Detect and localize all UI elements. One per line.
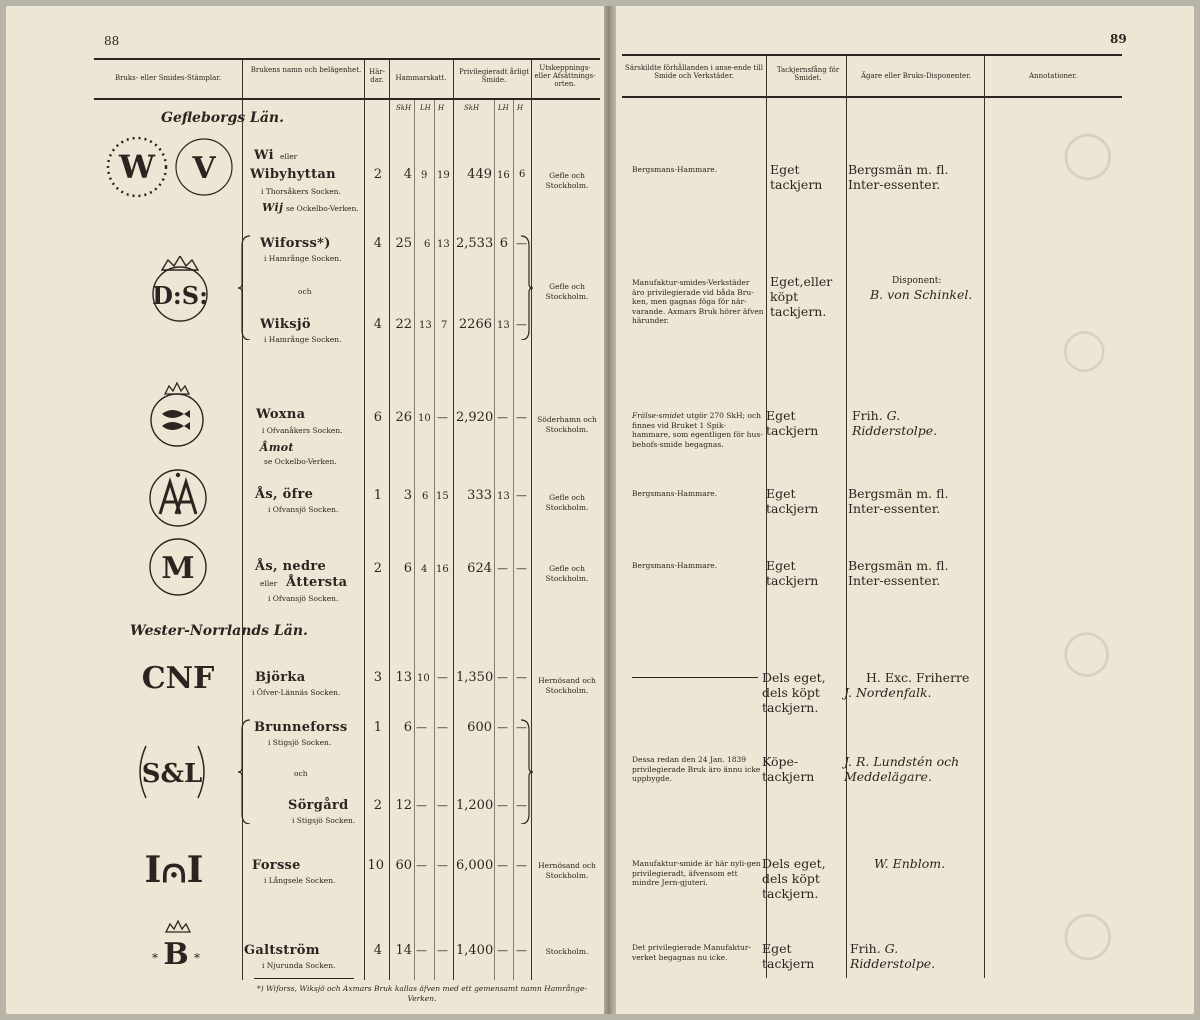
bruk-name-brunneforss: Brunneforss xyxy=(254,720,348,735)
och-connector-1: och xyxy=(298,287,312,296)
hammer-mk-galtstrom: — xyxy=(437,944,448,957)
supply-brunneforss-group: Köpe-tackjern xyxy=(762,754,815,784)
stamp-ds xyxy=(144,256,216,322)
owner-wibyhyttan: Bergsmän m. fl. Inter-essenter. xyxy=(848,162,949,192)
bruk-name-wiksjo: Wiksjö xyxy=(260,317,311,332)
town-woxna: Söderhamn och Stockholm. xyxy=(537,415,597,434)
header-hammer-tax: Hammarskatt. xyxy=(395,74,447,82)
stamp-as-nedre-letter: M xyxy=(161,551,195,586)
owner-wiforss-group: B. von Schinkel. xyxy=(870,287,973,302)
priv-lp-wiforss: 6 xyxy=(499,236,508,251)
supply-galtstrom: Eget tackjern xyxy=(762,941,815,971)
bruk-name-forsse: Forsse xyxy=(252,858,301,873)
town-galtstrom: Stockholm. xyxy=(545,947,589,956)
bruk-name-attersta: Åttersta xyxy=(286,575,348,590)
hammer-mk-wiksjo: 7 xyxy=(441,320,448,331)
hammer-mk-brunneforss: — xyxy=(437,721,448,734)
parish-forsse: i Långsele Socken. xyxy=(264,876,336,885)
col-line xyxy=(453,60,454,980)
owner-galtstrom-name: G. Ridderstolpe. xyxy=(850,941,936,971)
bruk-name-woxna: Woxna xyxy=(256,407,306,422)
priv-lp-bjorka: — xyxy=(497,671,508,684)
col-line xyxy=(766,56,767,978)
hammer-mk-forsse: — xyxy=(437,859,448,872)
hammer-lp-woxna: 10 xyxy=(418,413,431,424)
priv-mk-forsse: — xyxy=(516,859,527,872)
bruk-name-galtstrom: Galtström xyxy=(244,943,320,958)
owner-as-ofre: Bergsmän m. fl. Inter-essenter. xyxy=(848,486,949,516)
header-stamps: Bruks- eller Smides-Stämplar. xyxy=(114,74,222,82)
right-page: ◯ ◯ ◯ ◯ 89 Särskildte förhållanden i anse-ende till Smide och Verkstäder. Tackjernsfång för Smidet. Ägare eller Bruks-Disponenter. Annotationer. Bergsmans-Hammare. Eget tackjern Bergsmän m. fl. Inter-essenter. Manufaktur-smides-Verkstäder äro privilegierade vid båda Bru-ken, men gagnas föga för när-varande. Axmars Bruk hörer äfven härunder. Eget,eller köpt tackjern. Disponent: B. von Schinkel. Frälse-smidet utgör 270 SkH; och finnes vid Bruket 1 Spik-hammare, som egentligen för hus-behofs-smide begagnas. Eget tackjern Frih. G. Ridderstolpe. Bergsmans-Hammare. Eget tackjern Bergsmän m. fl. Inter-essenter. Bergsmans-Hammare. Eget tackjern Bergsmän m. fl. Inter-essenter. Dels eget, dels köpt tackjern. H. Exc. Friherre J. Nordenfalk. Dessa redan den 24 Jan. 1839 privilegierade Bruk äro ännu icke uppbygde. Köpe-tackjern J. R. Lundstén och Meddelägare. Manufaktur-smide är här nyli-gen privilegieradt, äfvensom ett mindre Jern-gjuteri. Dels eget, dels köpt tackjern. W. Enblom. Det privilegierade Manufaktur-verket begagnas nu icke. Eget tackjern Frih. G. Ridderstolpe. xyxy=(616,6,1194,1014)
hammer-skp-woxna: 26 xyxy=(395,410,412,425)
priv-skp-bjorka: 1,350 xyxy=(456,670,494,685)
hammer-mk-sorgard: — xyxy=(437,799,448,812)
hammer-lp-wiforss: 6 xyxy=(424,239,431,250)
bracket-brunneforss-left xyxy=(238,718,252,824)
header-owners: Ägare eller Bruks-Disponenter. xyxy=(860,72,971,80)
parish-wiforss: i Hamrånge Socken. xyxy=(264,254,342,263)
stamp-as-ofre xyxy=(146,466,210,528)
hearths-forsse: 10 xyxy=(367,858,384,873)
stamp-wi-wibyhyttan xyxy=(106,136,240,200)
bracket-wiforss-left xyxy=(238,234,252,340)
svg-text:*: * xyxy=(194,951,200,965)
ref-text-wij: se Ockelbo-Verken. xyxy=(286,204,359,213)
ref-name-amot: Åmot xyxy=(260,441,294,454)
priv-mk-galtstrom: — xyxy=(516,944,527,957)
priv-skp-as-nedre: 624 xyxy=(467,561,492,576)
hammer-mk-bjorka: — xyxy=(437,671,448,684)
hammer-skp-as-ofre: 3 xyxy=(403,488,412,503)
priv-skp-brunneforss: 600 xyxy=(467,720,492,735)
hearths-as-ofre: 1 xyxy=(373,488,382,503)
parish-as-nedre: i Ofvansjö Socken. xyxy=(268,594,339,603)
conditions-wibyhyttan: Bergsmans-Hammare. xyxy=(632,165,718,174)
bruk-name-bjorka: Björka xyxy=(255,670,306,685)
footnote: *) Wiforss, Wiksjö och Axmars Bruk kallas äfven med ett gemensamt namn Hamrånge-Verken. xyxy=(257,984,587,1003)
col-line xyxy=(846,56,847,978)
supply-forsse: Dels eget, dels köpt tackjern. xyxy=(762,856,826,901)
col-line xyxy=(434,100,435,980)
supply-bjorka: Dels eget, dels köpt tackjern. xyxy=(762,670,826,715)
hammer-lp-sorgard: — xyxy=(416,799,427,812)
hearths-wiksjo: 4 xyxy=(373,317,382,332)
unit-mk: H xyxy=(438,104,445,112)
conditions-bjorka-rule xyxy=(632,677,758,678)
priv-lp-sorgard: — xyxy=(497,799,508,812)
hammer-lp-wiksjo: 13 xyxy=(419,320,432,331)
priv-mk-wiksjo: — xyxy=(516,318,527,331)
stamp-woxna xyxy=(142,380,212,450)
hammer-mk-woxna: — xyxy=(437,411,448,424)
hammer-lp-wibyhyttan: 9 xyxy=(421,170,428,181)
parish-galtstrom: i Njurunda Socken. xyxy=(262,961,336,970)
parish-sorgard: i Stigsjö Socken. xyxy=(292,816,356,825)
parish-woxna: i Ofvanåkers Socken. xyxy=(262,426,343,435)
parish-brunneforss: i Stigsjö Socken. xyxy=(268,738,332,747)
hearths-brunneforss: 1 xyxy=(373,720,382,735)
header-top-rule xyxy=(94,58,600,60)
supply-wibyhyttan: Eget tackjern xyxy=(770,162,823,192)
priv-skp-wiksjo: 2266 xyxy=(458,317,492,332)
svg-text:*: * xyxy=(152,951,158,965)
page-number-left: 88 xyxy=(104,34,120,48)
och-connector-2: och xyxy=(294,769,308,778)
owner-galtstrom xyxy=(850,941,986,971)
town-as-ofre: Gefle och Stockholm. xyxy=(545,493,589,512)
county-gefleborg: Gefleborgs Län. xyxy=(161,110,284,126)
unit-skp-2: SkH xyxy=(464,104,480,112)
town-bjorka: Hernösand och Stockholm. xyxy=(538,676,596,695)
priv-skp-forsse: 6,000 xyxy=(456,858,494,873)
conditions-as-ofre: Bergsmans-Hammare. xyxy=(632,489,718,498)
supply-as-ofre: Eget tackjern xyxy=(766,486,819,516)
hammer-lp-brunneforss: — xyxy=(416,721,427,734)
parish-wibyhyttan: i Thorsåkers Socken. xyxy=(261,187,341,196)
priv-lp-as-nedre: — xyxy=(497,562,508,575)
town-forsse: Hernösand och Stockholm. xyxy=(538,861,596,880)
stamp-wi-letter: W xyxy=(119,148,155,186)
priv-skp-wibyhyttan: 449 xyxy=(467,167,492,182)
header-conditions: Särskildte förhållanden i anse-ende till Smide och Verkstäder. xyxy=(625,64,763,80)
priv-lp-galtstrom: — xyxy=(497,944,508,957)
county-westernorrland: Wester-Norrlands Län. xyxy=(130,623,308,639)
hammer-lp-bjorka: 10 xyxy=(417,673,430,684)
header-bottom-rule-right xyxy=(622,96,1122,98)
priv-skp-galtstrom: 1,400 xyxy=(456,943,494,958)
unit-lp-2: LH xyxy=(498,104,509,112)
supply-wiforss-group: Eget,eller köpt tackjern. xyxy=(770,274,833,319)
hammer-skp-sorgard: 12 xyxy=(395,798,412,813)
hammer-lp-as-nedre: 4 xyxy=(421,564,428,575)
owner-woxna-name: G. Ridderstolpe. xyxy=(852,408,938,438)
unit-skp: SkH xyxy=(396,104,412,112)
hammer-mk-as-ofre: 15 xyxy=(436,491,449,502)
hammer-skp-forsse: 60 xyxy=(395,858,412,873)
priv-mk-wibyhyttan: 6 xyxy=(519,169,526,180)
owner-woxna-prefix: Frih. xyxy=(852,408,883,423)
priv-mk-brunneforss: — xyxy=(516,721,527,734)
owner-as-nedre: Bergsmän m. fl. Inter-essenter. xyxy=(848,558,949,588)
owner-brunneforss-group: J. R. Lundstén och Meddelägare. xyxy=(844,754,960,784)
ref-name-wij: Wij xyxy=(262,201,284,214)
header-top-rule-right xyxy=(622,54,1122,56)
stamp-galtstrom xyxy=(146,920,206,976)
header-privileged: Privilegieradt årligt Smide. xyxy=(458,68,530,84)
bruk-name-as-nedre: Ås, nedre xyxy=(255,559,327,574)
hammer-skp-wiforss: 25 xyxy=(395,236,412,251)
parish-bjorka: i Öfver-Lännäs Socken. xyxy=(252,688,341,697)
col-line xyxy=(242,60,243,980)
hearths-galtstrom: 4 xyxy=(373,943,382,958)
hammer-mk-wibyhyttan: 19 xyxy=(437,170,450,181)
hearths-woxna: 6 xyxy=(373,410,382,425)
header-shipping: Utskeppnings- eller Afsättnings-orten. xyxy=(534,64,596,88)
stamp-as-nedre xyxy=(146,536,210,598)
bruk-name-sorgard: Sörgård xyxy=(288,798,349,813)
unit-mk-2: H xyxy=(517,104,524,112)
priv-mk-sorgard: — xyxy=(516,799,527,812)
bruk-name-as-ofre: Ås, öfre xyxy=(255,487,314,502)
stamp-wibyhyttan-letter: V xyxy=(192,151,216,186)
priv-mk-as-ofre: — xyxy=(516,489,527,502)
supply-as-nedre: Eget tackjern xyxy=(766,558,819,588)
bruk-name-wiforss: Wiforss*) xyxy=(260,236,331,251)
parish-as-ofre: i Ofvansjö Socken. xyxy=(268,505,339,514)
priv-skp-as-ofre: 333 xyxy=(467,488,492,503)
hammer-skp-as-nedre: 6 xyxy=(403,561,412,576)
stamp-galtstrom-letter: B xyxy=(163,937,189,972)
hammer-skp-brunneforss: 6 xyxy=(403,720,412,735)
priv-skp-woxna: 2,920 xyxy=(456,410,494,425)
stamp-sl-letters: S&L xyxy=(141,759,203,789)
col-line xyxy=(414,100,415,980)
conditions-woxna-text: utgör 270 SkH; och finnes vid Bruket 1 Spik-hammare, som egentligen för hus-behofs-smide begagnas. xyxy=(632,411,763,449)
header-iron-supply: Tackjernsfång för Smidet. xyxy=(776,66,840,82)
hammer-mk-as-nedre: 16 xyxy=(436,564,449,575)
parish-wiksjo: i Hamrånge Socken. xyxy=(264,335,342,344)
conditions-as-nedre: Bergsmans-Hammare. xyxy=(632,561,718,570)
unit-lp: LH xyxy=(420,104,431,112)
header-hearths: Här-dar. xyxy=(369,68,385,84)
hammer-skp-wibyhyttan: 4 xyxy=(403,167,412,182)
ref-text-amot: se Ockelbo-Verken. xyxy=(264,457,337,466)
priv-lp-wiksjo: 13 xyxy=(497,320,510,331)
hearths-as-nedre: 2 xyxy=(373,561,382,576)
hammer-skp-galtstrom: 14 xyxy=(395,943,412,958)
conditions-brunneforss-group: Dessa redan den 24 Jan. 1839 privilegierade Bruk äro ännu icke uppbygde. xyxy=(632,755,761,783)
stamp-ds-letters: D:S: xyxy=(152,281,208,310)
stamp-cnf-letters: CNF xyxy=(141,661,215,696)
page-number-right: 89 xyxy=(1110,32,1127,46)
bruk-name-or: eller xyxy=(280,152,298,161)
town-wibyhyttan: Gefle och Stockholm. xyxy=(545,171,589,190)
hearths-bjorka: 3 xyxy=(373,670,382,685)
bruk-name-as-nedre-or: eller xyxy=(260,579,278,588)
owner-forsse: W. Enblom. xyxy=(874,856,946,871)
hammer-skp-wiksjo: 22 xyxy=(395,317,412,332)
priv-mk-wiforss: — xyxy=(516,237,527,250)
footnote-rule xyxy=(254,978,354,979)
owner-title-wiforss-group: Disponent: xyxy=(892,276,942,286)
col-line xyxy=(531,60,532,980)
bruk-name-wibyhyttan: Wibyhyttan xyxy=(250,167,336,182)
stamp-sl xyxy=(132,742,212,802)
col-line xyxy=(494,100,495,980)
hearths-sorgard: 2 xyxy=(373,798,382,813)
header-name: Brukens namn och belägenhet. xyxy=(250,66,362,74)
priv-lp-woxna: — xyxy=(497,411,508,424)
conditions-woxna-em: Frälse-smidet xyxy=(632,411,685,420)
priv-mk-bjorka: — xyxy=(516,671,527,684)
priv-skp-sorgard: 1,200 xyxy=(456,798,494,813)
col-line xyxy=(984,56,985,978)
owner-woxna xyxy=(852,408,988,438)
town-wiforss-group: Gefle och Stockholm. xyxy=(545,282,589,301)
owner-galtstrom-prefix: Frih. xyxy=(850,941,881,956)
town-as-nedre: Gefle och Stockholm. xyxy=(545,564,589,583)
conditions-woxna xyxy=(632,411,764,449)
conditions-wiforss-group: Manufaktur-smides-Verkstäder äro privilegierade vid båda Bru-ken, men gagnas föga för när-varande. Axmars Bruk hörer äfven härunder. xyxy=(632,278,764,325)
hearths-wiforss: 4 xyxy=(373,236,382,251)
conditions-galtstrom: Det privilegierade Manufaktur-verket begagnas nu icke. xyxy=(632,943,751,962)
stamp-forsse xyxy=(134,840,214,892)
priv-mk-as-nedre: — xyxy=(516,562,527,575)
col-line xyxy=(364,60,365,980)
stamp-cnf xyxy=(138,654,218,698)
priv-mk-woxna: — xyxy=(516,411,527,424)
col-line xyxy=(513,100,514,980)
hammer-mk-wiforss: 13 xyxy=(437,239,450,250)
header-bottom-rule xyxy=(94,98,600,100)
col-line xyxy=(389,60,390,980)
owner-bjorka: H. Exc. Friherre xyxy=(866,670,970,685)
hammer-lp-galtstrom: — xyxy=(416,944,427,957)
priv-lp-as-ofre: 13 xyxy=(497,491,510,502)
left-page xyxy=(6,6,604,1014)
hearths-wibyhyttan: 2 xyxy=(373,167,382,182)
priv-skp-wiforss: 2,533 xyxy=(456,236,494,251)
conditions-forsse: Manufaktur-smide är här nyli-gen privilegieradt, äfvensom ett mindre Jern-gjuteri. xyxy=(632,859,761,887)
bruk-name-wi: Wi xyxy=(254,148,274,163)
priv-lp-forsse: — xyxy=(497,859,508,872)
hammer-lp-as-ofre: 6 xyxy=(422,491,429,502)
hammer-lp-forsse: — xyxy=(416,859,427,872)
hammer-skp-bjorka: 13 xyxy=(395,670,412,685)
header-annotations: Annotationer. xyxy=(1029,72,1077,80)
priv-lp-brunneforss: — xyxy=(497,721,508,734)
priv-lp-wibyhyttan: 16 xyxy=(497,170,510,181)
stamp-forsse-letters: I⩀I xyxy=(144,849,204,891)
supply-woxna: Eget tackjern xyxy=(766,408,819,438)
owner-bjorka-2: J. Nordenfalk. xyxy=(844,685,932,700)
